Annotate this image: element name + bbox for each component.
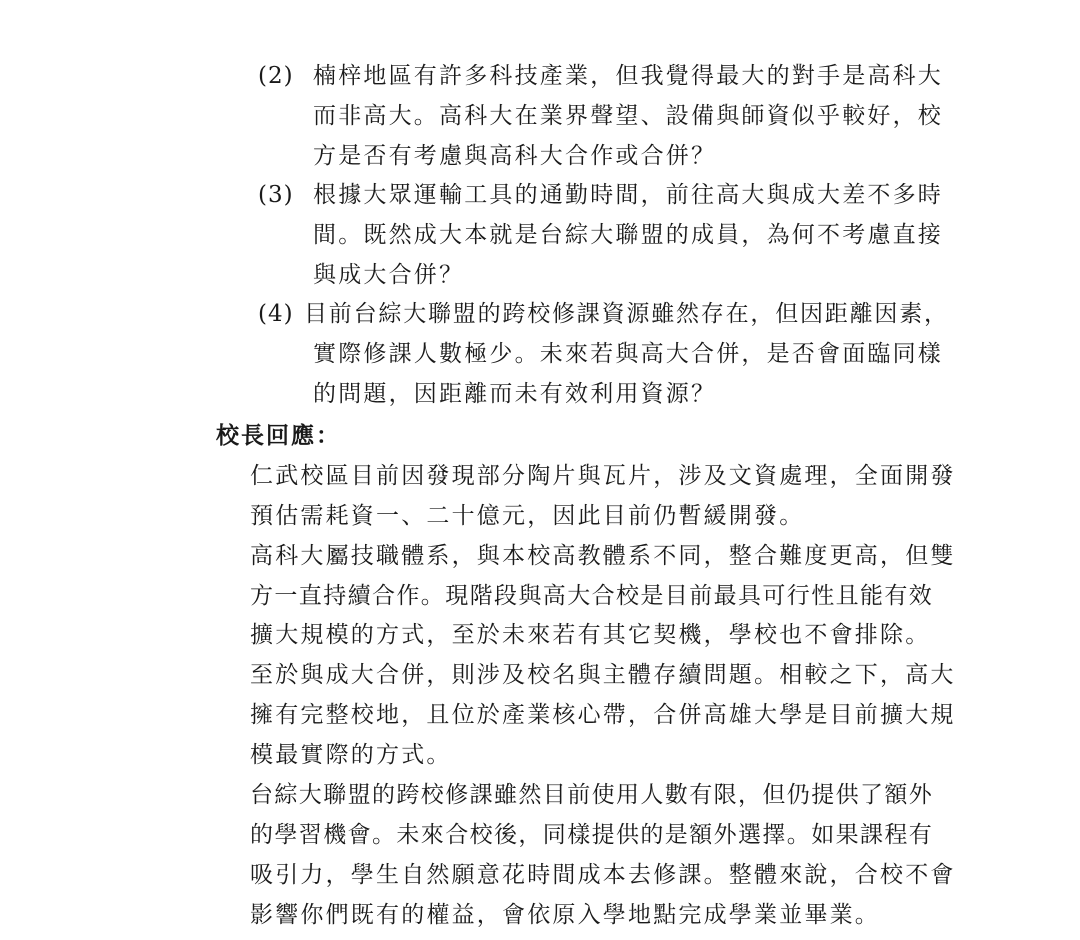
question-text-line: 的問題，因距離而未有效利用資源？ (313, 381, 717, 407)
question-text-line: 實際修課人數極少。未來若與高大合併，是否會面臨同樣 (313, 341, 943, 367)
response-text-line: 預估需耗資一、二十億元，因此目前仍暫緩開發。 (250, 503, 805, 529)
response-text-line: 影響你們既有的權益，會依原入學地點完成學業並畢業。 (250, 902, 880, 928)
response-text-line: 方一直持續合作。現階段與高大合校是目前最具可行性且能有效 (250, 583, 934, 609)
question-number: (3) (258, 182, 294, 208)
response-text-line: 模最實際的方式。 (250, 742, 452, 768)
question-text-line: 目前台綜大聯盟的跨校修課資源雖然存在，但因距離因素， (304, 301, 949, 327)
response-text-line: 仁武校區目前因發現部分陶片與瓦片，涉及文資處理，全面開發 (250, 463, 956, 489)
question-text-line: 與成大合併？ (313, 262, 465, 288)
response-heading: 校長回應： (216, 422, 341, 449)
response-text-line: 擁有完整校地，且位於產業核心帶，合併高雄大學是目前擴大規 (250, 702, 956, 728)
question-text-line: 根據大眾運輸工具的通勤時間，前往高大與成大差不多時 (313, 182, 943, 208)
response-text-line: 擴大規模的方式，至於未來若有其它契機，學校也不會排除。 (250, 622, 931, 648)
response-text-line: 至於與成大合併，則涉及校名與主體存續問題。相較之下，高大 (250, 662, 956, 688)
question-number: (4) (258, 301, 294, 327)
question-text-line: 間。既然成大本就是台綜大聯盟的成員，為何不考慮直接 (313, 222, 943, 248)
response-text-line: 高科大屬技職體系，與本校高教體系不同，整合難度更高，但雙 (250, 543, 956, 569)
response-text-line: 吸引力，學生自然願意花時間成本去修課。整體來說，合校不會 (250, 862, 956, 888)
question-text-line: 而非高大。高科大在業界聲望、設備與師資似乎較好，校 (313, 103, 943, 129)
response-text-line: 台綜大聯盟的跨校修課雖然目前使用人數有限，但仍提供了額外 (250, 782, 934, 808)
response-text-line: 的學習機會。未來合校後，同樣提供的是額外選擇。如果課程有 (250, 822, 934, 848)
question-number: (2) (258, 63, 294, 89)
question-text-line: 楠梓地區有許多科技產業，但我覺得最大的對手是高科大 (313, 63, 943, 89)
question-text-line: 方是否有考慮與高科大合作或合併？ (313, 143, 717, 169)
